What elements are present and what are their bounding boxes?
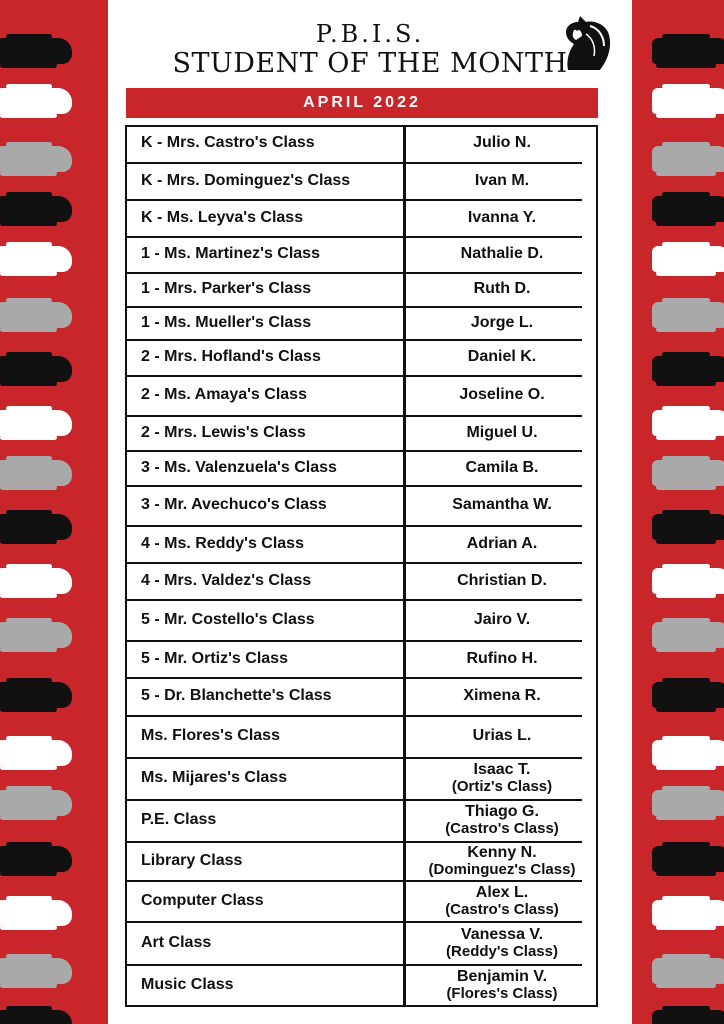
brush-stroke xyxy=(0,846,72,872)
brush-stroke xyxy=(0,302,72,328)
brush-stroke xyxy=(652,1010,724,1024)
page-title: STUDENT OF THE MONTH xyxy=(172,48,568,79)
class-name: 5 - Mr. Costello's Class xyxy=(141,610,315,628)
table-row xyxy=(125,881,598,922)
table-row xyxy=(125,716,598,758)
student-name xyxy=(407,884,597,918)
class-name: 1 - Ms. Mueller's Class xyxy=(141,313,312,331)
class-name: 2 - Mrs. Lewis's Class xyxy=(141,423,306,441)
student-name xyxy=(407,844,597,878)
student-homeroom: (Ortiz's Class) xyxy=(451,778,553,795)
brush-stroke xyxy=(0,900,72,926)
student-first-name: Julio N. xyxy=(473,134,531,151)
class-name: Library Class xyxy=(141,851,243,869)
table-row xyxy=(125,758,598,800)
student-first-name: Vanessa V. xyxy=(460,925,544,943)
table-row xyxy=(125,237,598,273)
brush-stroke xyxy=(652,846,724,872)
student-name xyxy=(407,803,597,837)
table-row xyxy=(125,451,598,486)
table-row xyxy=(125,200,598,237)
class-name: P.E. Class xyxy=(141,811,217,828)
table-row xyxy=(125,800,598,842)
class-name: Music Class xyxy=(141,976,234,993)
student-name xyxy=(407,572,597,589)
student-first-name: Nathalie D. xyxy=(460,245,544,262)
student-name xyxy=(407,134,597,151)
student-name xyxy=(407,926,597,960)
student-homeroom: (Castro's Class) xyxy=(445,900,559,918)
brush-stroke xyxy=(652,196,724,222)
student-first-name: Samantha W. xyxy=(452,496,552,513)
student-first-name: Miguel U. xyxy=(466,423,538,441)
left-brush-border xyxy=(0,0,108,1024)
brush-stroke xyxy=(652,740,724,766)
class-name: Art Class xyxy=(141,933,212,951)
class-name: Ms. Mijares's Class xyxy=(141,769,288,786)
class-name: 4 - Mrs. Valdez's Class xyxy=(141,571,312,589)
table-row xyxy=(125,416,598,451)
class-name: K - Mrs. Castro's Class xyxy=(141,134,315,151)
brush-stroke xyxy=(652,246,724,272)
mustang-logo-icon xyxy=(560,14,614,72)
class-name: 5 - Dr. Blanchette's Class xyxy=(141,687,332,704)
student-homeroom: (Dominguez's Class) xyxy=(428,860,576,878)
pbis-heading: P.B.I.S. xyxy=(315,20,425,48)
student-homeroom: (Castro's Class) xyxy=(445,820,559,837)
student-first-name: Jairo V. xyxy=(473,610,531,628)
brush-stroke xyxy=(652,146,724,172)
student-first-name: Urias L. xyxy=(472,727,532,744)
student-name xyxy=(407,348,597,365)
student-first-name: Jorge L. xyxy=(470,313,534,331)
brush-stroke xyxy=(652,514,724,540)
brush-stroke xyxy=(652,410,724,436)
brush-stroke xyxy=(0,1010,72,1024)
student-name xyxy=(407,687,597,704)
student-homeroom: (Flores's Class) xyxy=(446,985,558,1002)
brush-stroke xyxy=(0,38,72,64)
student-first-name: Isaac T. xyxy=(473,761,531,778)
student-name xyxy=(407,314,597,331)
brush-stroke xyxy=(652,682,724,708)
brush-stroke xyxy=(0,622,72,648)
brush-stroke xyxy=(0,790,72,816)
class-name: 3 - Mr. Avechuco's Class xyxy=(141,496,327,513)
brush-stroke xyxy=(0,958,72,984)
brush-stroke xyxy=(0,246,72,272)
table-row xyxy=(125,125,598,163)
student-first-name: Joseline O. xyxy=(459,386,545,403)
brush-stroke xyxy=(652,900,724,926)
student-first-name: Ivan M. xyxy=(474,171,530,189)
brush-stroke xyxy=(652,958,724,984)
brush-stroke xyxy=(0,356,72,382)
student-first-name: Christian D. xyxy=(457,571,547,589)
brush-stroke xyxy=(652,88,724,114)
student-name xyxy=(407,459,597,476)
class-name: 2 - Ms. Amaya's Class xyxy=(141,386,307,403)
class-name: 4 - Ms. Reddy's Class xyxy=(141,534,304,552)
brush-stroke xyxy=(0,196,72,222)
student-name xyxy=(407,280,597,297)
student-name xyxy=(407,611,597,628)
student-first-name: Benjamin V. xyxy=(456,968,548,985)
table-row xyxy=(125,922,598,965)
month-banner: APRIL 2022 xyxy=(126,88,598,118)
student-name xyxy=(407,727,597,744)
brush-stroke xyxy=(0,146,72,172)
student-first-name: Thiago G. xyxy=(465,803,539,820)
table-row xyxy=(125,526,598,563)
brush-stroke xyxy=(0,740,72,766)
brush-stroke xyxy=(0,568,72,594)
table-row xyxy=(125,273,598,307)
student-homeroom: (Reddy's Class) xyxy=(446,942,558,960)
table-row xyxy=(125,307,598,340)
class-name: K - Mrs. Dominguez's Class xyxy=(141,171,351,189)
class-name: 1 - Mrs. Parker's Class xyxy=(141,280,312,297)
class-name: K - Ms. Leyva's Class xyxy=(141,208,304,226)
class-name: 1 - Ms. Martinez's Class xyxy=(141,245,320,262)
class-name: 2 - Mrs. Hofland's Class xyxy=(141,348,321,365)
brush-stroke xyxy=(652,568,724,594)
brush-stroke xyxy=(0,88,72,114)
student-first-name: Ivanna Y. xyxy=(467,208,537,226)
table-row xyxy=(125,376,598,416)
table-row xyxy=(125,842,598,881)
brush-stroke xyxy=(652,356,724,382)
student-first-name: Daniel K. xyxy=(467,348,537,365)
table-row xyxy=(125,965,598,1007)
student-name xyxy=(407,209,597,226)
table-row xyxy=(125,340,598,376)
brush-stroke xyxy=(0,410,72,436)
brush-stroke xyxy=(0,514,72,540)
brush-stroke xyxy=(652,790,724,816)
student-first-name: Rufino H. xyxy=(466,649,538,667)
table-row xyxy=(125,163,598,200)
student-name xyxy=(407,535,597,552)
student-name xyxy=(407,650,597,667)
student-name xyxy=(407,424,597,441)
brush-stroke xyxy=(652,38,724,64)
student-name xyxy=(407,172,597,189)
student-first-name: Ruth D. xyxy=(473,280,531,297)
table-row xyxy=(125,678,598,716)
class-name: 5 - Mr. Ortiz's Class xyxy=(141,649,288,667)
student-first-name: Kenny N. xyxy=(467,843,537,861)
brush-stroke xyxy=(652,622,724,648)
student-first-name: Ximena R. xyxy=(463,687,541,704)
brush-stroke xyxy=(0,460,72,486)
student-name xyxy=(407,968,597,1002)
class-name: Ms. Flores's Class xyxy=(141,727,280,744)
student-first-name: Camila B. xyxy=(465,458,539,476)
brush-stroke xyxy=(652,460,724,486)
table-row xyxy=(125,563,598,600)
brush-stroke xyxy=(652,302,724,328)
table-row xyxy=(125,600,598,641)
brush-stroke xyxy=(0,682,72,708)
table-row xyxy=(125,641,598,678)
right-brush-border xyxy=(632,0,724,1024)
class-name: Computer Class xyxy=(141,891,264,909)
student-name xyxy=(407,496,597,513)
student-first-name: Adrian A. xyxy=(466,534,538,552)
student-first-name: Alex L. xyxy=(475,883,529,901)
table-row xyxy=(125,486,598,526)
student-name xyxy=(407,386,597,403)
class-name: 3 - Ms. Valenzuela's Class xyxy=(141,458,337,476)
student-name xyxy=(407,761,597,795)
student-name xyxy=(407,245,597,262)
